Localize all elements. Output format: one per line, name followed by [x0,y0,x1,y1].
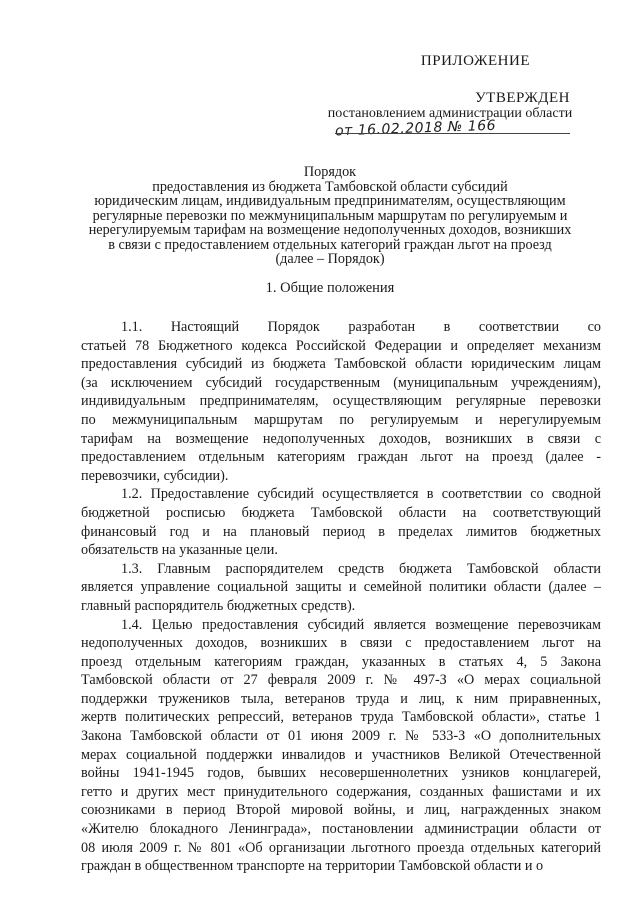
paragraph-line: недополученных доходов, возникших в связи с предоставлением льгот на [81,635,601,652]
body-text [81,318,601,876]
paragraph-line: Тамбовской области от 27 февраля 2009 г. № 497-З «О мерах социальной [81,672,601,689]
paragraph-1-2 [81,485,601,559]
paragraph-line: жертв политических репрессий, ветеранов труда Тамбовской области», статье 1 [81,709,601,726]
paragraph-line: союзниками в период Второй мировой войны, и лиц, награжденных знаком [81,802,601,819]
paragraph-line: 1.3. Главным распорядителем средств бюджета Тамбовской области [121,560,601,577]
paragraph-line: главный распорядитель бюджетных средств). [81,597,356,614]
paragraph-1-4 [81,616,601,876]
paragraph-1-1 [81,318,601,485]
paragraph-line: является управление социальной защиты и семейной политики области (далее – [81,579,601,596]
paragraph-line: «Жителю блокадного Ленинграда», постановлении администрации области от [81,821,601,838]
paragraph-line: 08 июля 2009 г. № 801 «Об организации льготного проезда отдельных категорий [81,839,601,856]
paragraph-line: гетто и других мест принудительного содержания, созданных фашистами и их [81,783,601,800]
paragraph-1-3 [81,560,601,616]
signature-underline [335,133,570,134]
title-line: регулярные перевозки по межмуниципальным маршрутам по регулируемым и [92,207,568,224]
paragraph-line: 1.2. Предоставление субсидий осуществляется в соответствии со сводной [121,486,601,503]
paragraph-line: Закона Тамбовской области от 01 июня 2009 г. № 533-З «О дополнительных [81,728,601,745]
paragraph-line: поддержки тружеников тыла, ветеранов труда и лиц, к ним приравненных, [81,690,601,707]
paragraph-line: по межмуниципальным маршрутам по регулируемым и нерегулируемым [81,411,601,428]
approved-label: УТВЕРЖДЕН [475,90,570,106]
paragraph-line: войны 1941-1945 годов, бывших несовершеннолетних узников концлагерей, [81,765,601,782]
paragraph-line: тарифам на возмещение недополученных доходов, возникших в связи с [81,430,601,447]
paragraph-line: предоставлением отдельным категориям граждан льгот на проезд (далее - [81,449,601,466]
title-line: предоставления из бюджета Тамбовской области субсидий [152,178,508,195]
paragraph-line: проезд отдельным категориям граждан, указанных в статьях 4, 5 Закона [81,653,601,670]
paragraph-line: перевозчики, субсидии). [81,467,229,484]
document-title [60,165,600,267]
title-line: Порядок [303,164,357,180]
paragraph-line: бюджетной росписью бюджета Тамбовской области на соответствующий [81,504,601,521]
decree-line: постановлением администрации области [327,106,573,121]
paragraph-line: 1.4. Целью предоставления субсидий является возмещение перевозчикам [121,616,601,633]
handwritten-date-number: от 16.02.2018 № 166 [334,117,497,140]
paragraph-line: индивидуальным предпринимателям, осуществляющим регулярные перевозки [81,393,601,410]
paragraph-line: предоставления субсидий из бюджета Тамбовской области юридическим лицам [81,356,601,373]
paragraph-line: мерах социальной поддержки инвалидов и участников Великой Отечественной [81,746,601,763]
paragraph-line: статьей 78 Бюджетного кодекса Российской Федерации и определяет механизм [81,337,601,354]
appendix-title: ПРИЛОЖЕНИЕ [420,53,530,69]
paragraph-line: (за исключением субсидий государственным (муниципальным учреждениям), [81,374,601,391]
paragraph-line: 1.1. Настоящий Порядок разработан в соответствии со [121,319,601,335]
paragraph-line: граждан в общественном транспорте на территории Тамбовской области и о [81,858,544,875]
section-heading: 1. Общие положения [265,280,395,296]
title-line: (далее – Порядок) [275,251,385,267]
title-line: в связи с предоставлением отдельных категорий граждан льгот на проезд [108,236,552,253]
paragraph-line: обязательств на указанные цели. [81,542,278,559]
title-line: нерегулируемым тарифам на возмещение недополученных доходов, возникших [88,222,572,238]
title-line: юридическим лицам, индивидуальным предпринимателям, осуществляющим [94,193,566,209]
paragraph-line: финансовый год и на плановый период в пределах лимитов бюджетных [81,523,601,540]
